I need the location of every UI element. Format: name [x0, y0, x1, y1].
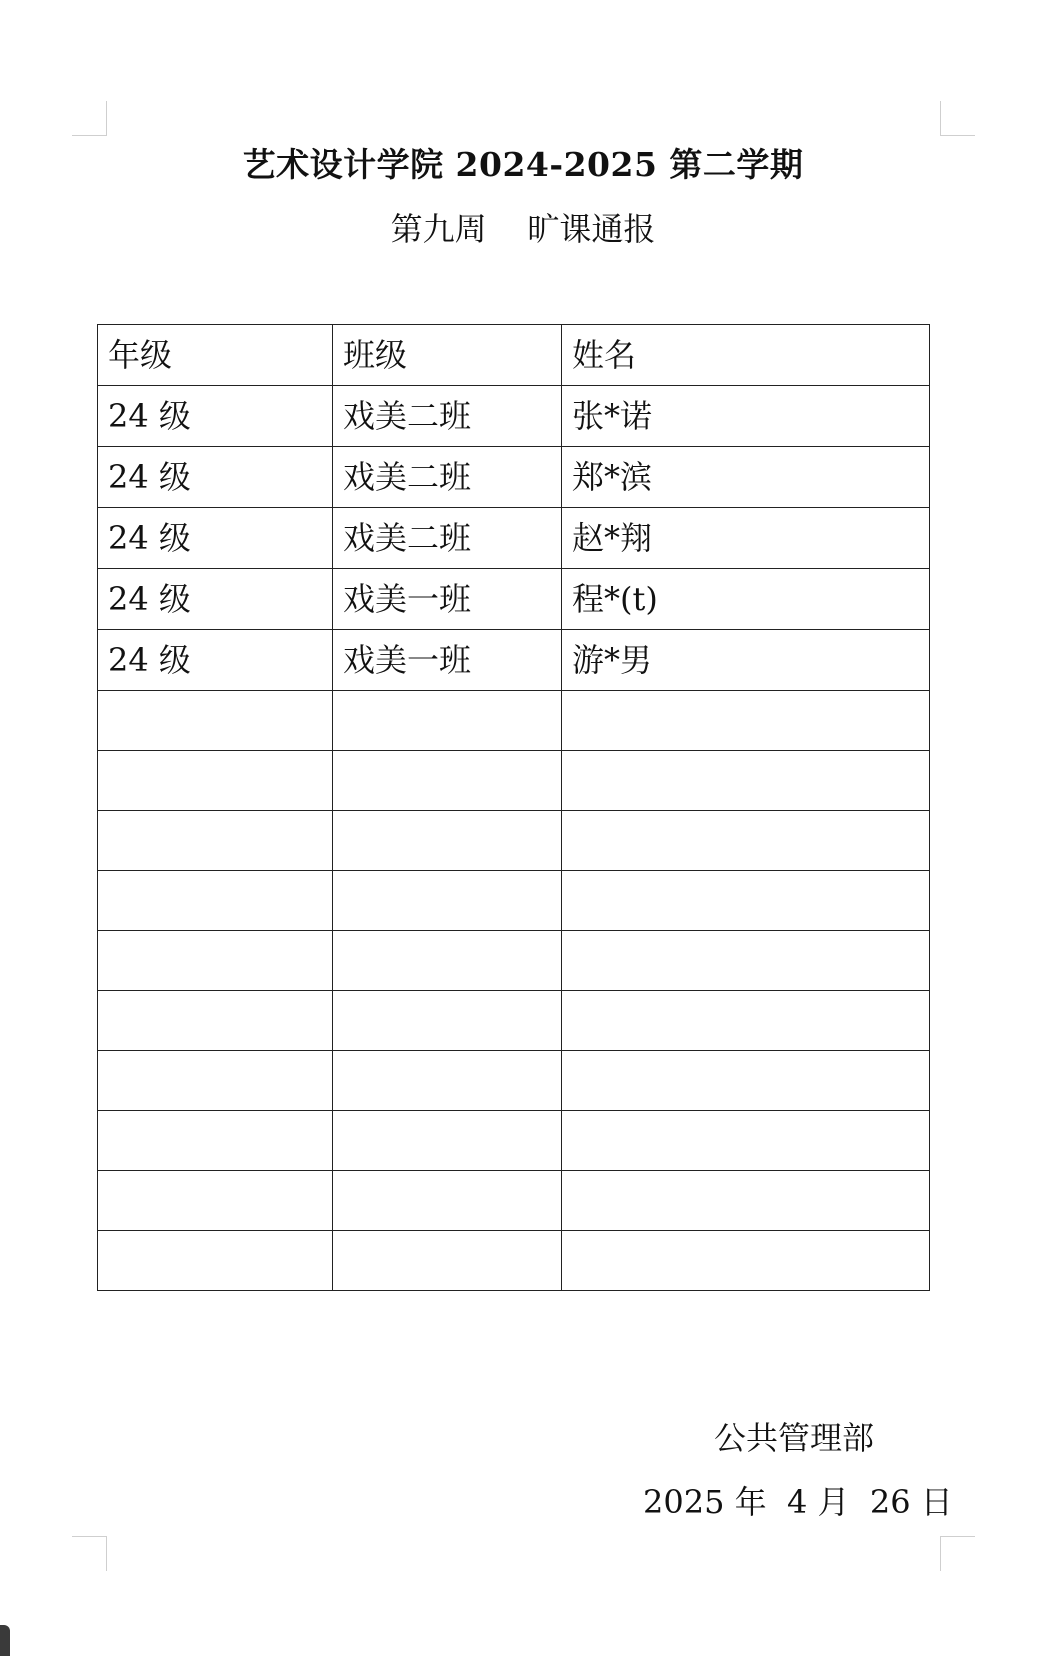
header-grade: 年级: [98, 325, 333, 386]
cell-class: [333, 751, 562, 811]
table-row: [98, 630, 930, 691]
cell-name: 郑*滨: [562, 447, 930, 508]
cell-name: [562, 1171, 930, 1231]
page-corner-mark-bottom-left: [72, 1536, 107, 1571]
cell-class: [333, 1051, 562, 1111]
cell-class: [333, 1171, 562, 1231]
cell-name: [562, 931, 930, 991]
cell-name: [562, 1231, 930, 1291]
cell-name: [562, 991, 930, 1051]
cell-grade: 24 级: [98, 569, 333, 630]
cell-class: 戏美二班: [333, 447, 562, 508]
table-row-empty: [98, 811, 930, 871]
cell-name: [562, 811, 930, 871]
cell-grade: [98, 871, 333, 931]
cell-grade: [98, 811, 333, 871]
cell-class: [333, 691, 562, 751]
table-row-empty: [98, 871, 930, 931]
table-header-row: [98, 325, 930, 386]
cell-name: [562, 751, 930, 811]
cell-grade: 24 级: [98, 630, 333, 691]
table-row-empty: [98, 991, 930, 1051]
page-corner-mark-bottom-right: [940, 1536, 975, 1571]
document-subtitle: 第九周 旷课通报: [390, 210, 656, 248]
cell-name: [562, 1111, 930, 1171]
header-class: 班级: [333, 325, 562, 386]
issue-date: 2025 年 4 月 26 日: [643, 1483, 953, 1521]
cell-grade: 24 级: [98, 447, 333, 508]
cell-class: [333, 931, 562, 991]
cell-grade: [98, 1111, 333, 1171]
cell-grade: [98, 991, 333, 1051]
header-name: 姓名: [562, 325, 930, 386]
cell-grade: [98, 931, 333, 991]
cell-class: [333, 1231, 562, 1291]
table-row-empty: [98, 691, 930, 751]
table-row-empty: [98, 751, 930, 811]
table-row: [98, 569, 930, 630]
cell-grade: [98, 1051, 333, 1111]
cell-class: 戏美一班: [333, 569, 562, 630]
cell-name: [562, 691, 930, 751]
table-row-empty: [98, 931, 930, 991]
table-row: [98, 447, 930, 508]
cell-grade: [98, 751, 333, 811]
issuing-department: 公共管理部: [714, 1419, 875, 1457]
cell-class: 戏美一班: [333, 630, 562, 691]
table-row: [98, 386, 930, 447]
cell-grade: [98, 691, 333, 751]
cell-name: 张*诺: [562, 386, 930, 447]
table-row-empty: [98, 1111, 930, 1171]
cell-class: [333, 991, 562, 1051]
absence-report-table: [97, 324, 930, 1291]
cell-class: [333, 1111, 562, 1171]
cell-class: [333, 871, 562, 931]
document-title: 艺术设计学院 2024-2025 第二学期: [242, 145, 804, 184]
cell-grade: 24 级: [98, 386, 333, 447]
table-row: [98, 508, 930, 569]
cell-name: 赵*翔: [562, 508, 930, 569]
page-corner-mark-top-right: [940, 101, 975, 136]
cell-grade: 24 级: [98, 508, 333, 569]
page-corner-mark-top-left: [72, 101, 107, 136]
cell-grade: [98, 1171, 333, 1231]
table-row-empty: [98, 1171, 930, 1231]
screen-edge-mark: [0, 1625, 10, 1656]
cell-grade: [98, 1231, 333, 1291]
cell-name: [562, 1051, 930, 1111]
cell-class: 戏美二班: [333, 508, 562, 569]
table-row-empty: [98, 1231, 930, 1291]
cell-name: 程*(t): [562, 569, 930, 630]
cell-name: 游*男: [562, 630, 930, 691]
cell-class: [333, 811, 562, 871]
table-row-empty: [98, 1051, 930, 1111]
cell-name: [562, 871, 930, 931]
cell-class: 戏美二班: [333, 386, 562, 447]
